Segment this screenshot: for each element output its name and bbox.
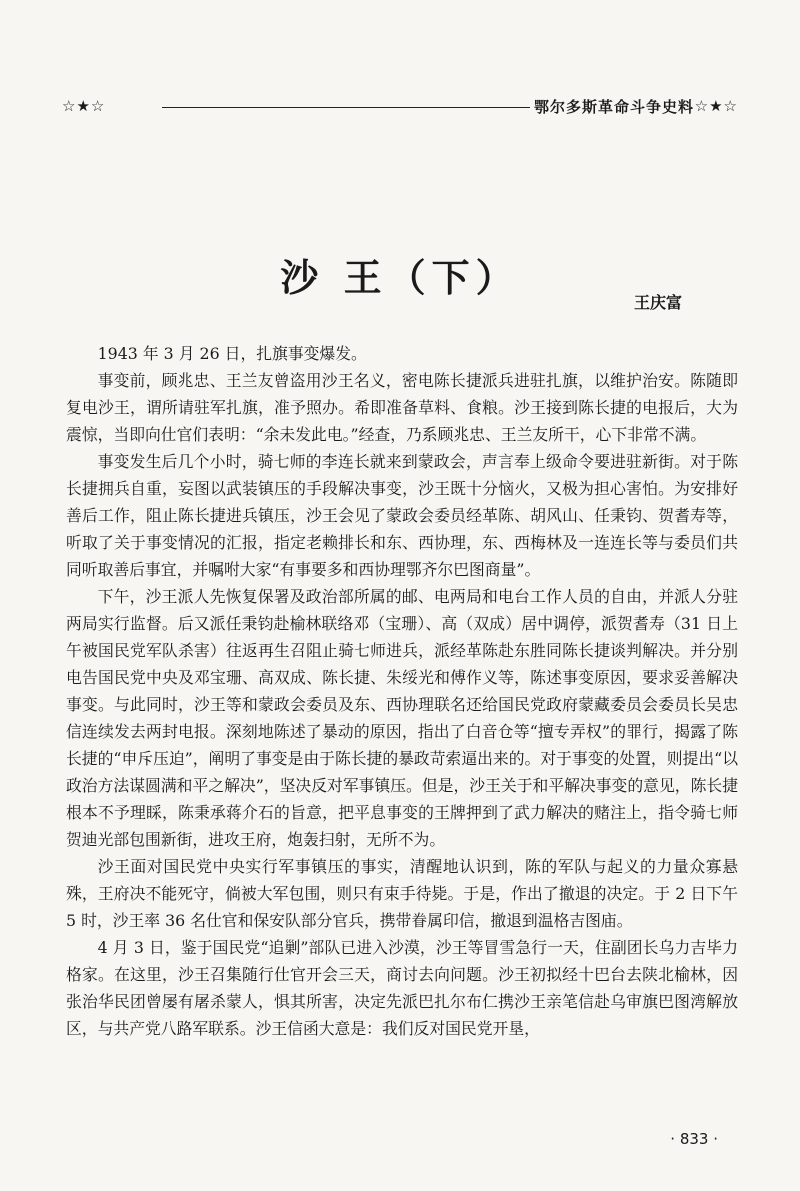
series-title: 鄂尔多斯革命斗争史料 — [534, 98, 695, 116]
page-number: · 833 · — [670, 1130, 718, 1148]
header-stars-left: ☆★☆ — [62, 97, 106, 115]
paragraph: 事变发生后几个小时，骑七师的李连长就来到蒙政会，声言奉上级命令要进驻新街。对于陈长捷拥兵自重，妄图以武装镇压的手段解决事变，沙王既十分恼火，又极为担心害怕。为安排好善后工作，阻止陈长捷进兵镇压，沙王会见了蒙政会委员经革陈、胡风山、任秉钧、贺耆寿等，听取了关于事变情况的汇报，指定老赖排长和东、西协理，东、西梅林及一连连长等与委员们共同听取善后事宜，并嘱咐大家“有事要多和西协理鄂齐尔巴图商量”。 — [66, 452, 738, 579]
paragraph: 下午，沙王派人先恢复保署及政治部所属的邮、电两局和电台工作人员的自由，并派人分驻两局实行监督。后又派任秉钧赴榆林联络邓（宝珊）、高（双成）居中调停，派贺耆寿（31 日上午被国民党军队杀害）往返再生召阻止骑七师进兵，派经革陈赴东胜同陈长捷谈判解决。并分别电告国民党中央及邓宝珊、高双成、陈长捷、朱绥光和傅作义等，陈述事变原因，要求妥善解决事变。与此同时，沙王等和蒙政会委员及东、西协理联名还给国民党政府蒙藏委员会委员长吴忠信连续发去两封电报。深刻地陈述了暴动的原因，指出了白音仓等“擅专弄权”的罪行，揭露了陈长捷的“申斥压迫”，阐明了事变是由于陈长捷的暴政苛索逼出来的。对于事变的处置，则提出“以政治方法谋圆满和平之解决”，坚决反对军事镇压。但是，沙王关于和平解决事变的意见，陈长捷根本不予理睬，陈秉承蒋介石的旨意，把平息事变的王牌押到了武力解决的赌注上，指令骑七师贺迪光部包围新街，进攻王府，炮轰扫射，无所不为。 — [66, 587, 738, 849]
header-stars-right: ☆★☆ — [694, 97, 738, 115]
article-author: 王庆富 — [633, 293, 682, 312]
running-header — [62, 95, 738, 121]
paragraph: 事变前，顾兆忠、王兰友曾盗用沙王名义，密电陈长捷派兵进驻扎旗，以维护治安。陈随即复电沙王，谓所请驻军扎旗，准予照办。希即准备草料、食粮。沙王接到陈长捷的电报后，大为震惊，当即向仕官们表明：“余未发此电。”经查，乃系顾兆忠、王兰友所干，心下非常不满。 — [66, 371, 738, 444]
paragraph: 1943 年 3 月 26 日，扎旗事变爆发。 — [97, 344, 367, 363]
paragraph: 4 月 3 日，鉴于国民党“追剿”部队已进入沙漠，沙王等冒雪急行一天，住副团长乌力吉毕力格家。在这里，沙王召集随行仕官开会三天，商讨去向问题。沙王初拟经十巴台去陕北榆林，因张治华民团曾屡有屠杀蒙人，惧其所害，决定先派巴扎尔布仁携沙王亲笔信赴乌审旗巴图湾解放区，与共产党八路军联系。沙王信函大意是：我们反对国民党开垦， — [66, 938, 738, 1038]
article-body — [66, 340, 738, 1042]
header-rule — [162, 107, 530, 108]
paragraph: 沙王面对国民党中央实行军事镇压的事实，清醒地认识到，陈的军队与起义的力量众寡悬殊，王府决不能死守，倘被大军包围，则只有束手待毙。于是，作出了撤退的决定。于 2 日下午 5 时，沙王率 36 名仕官和保安队部分官兵，携带眷属印信，撤退到温格吉图庙。 — [66, 857, 738, 930]
article-title: 沙 王（下） — [280, 256, 520, 301]
